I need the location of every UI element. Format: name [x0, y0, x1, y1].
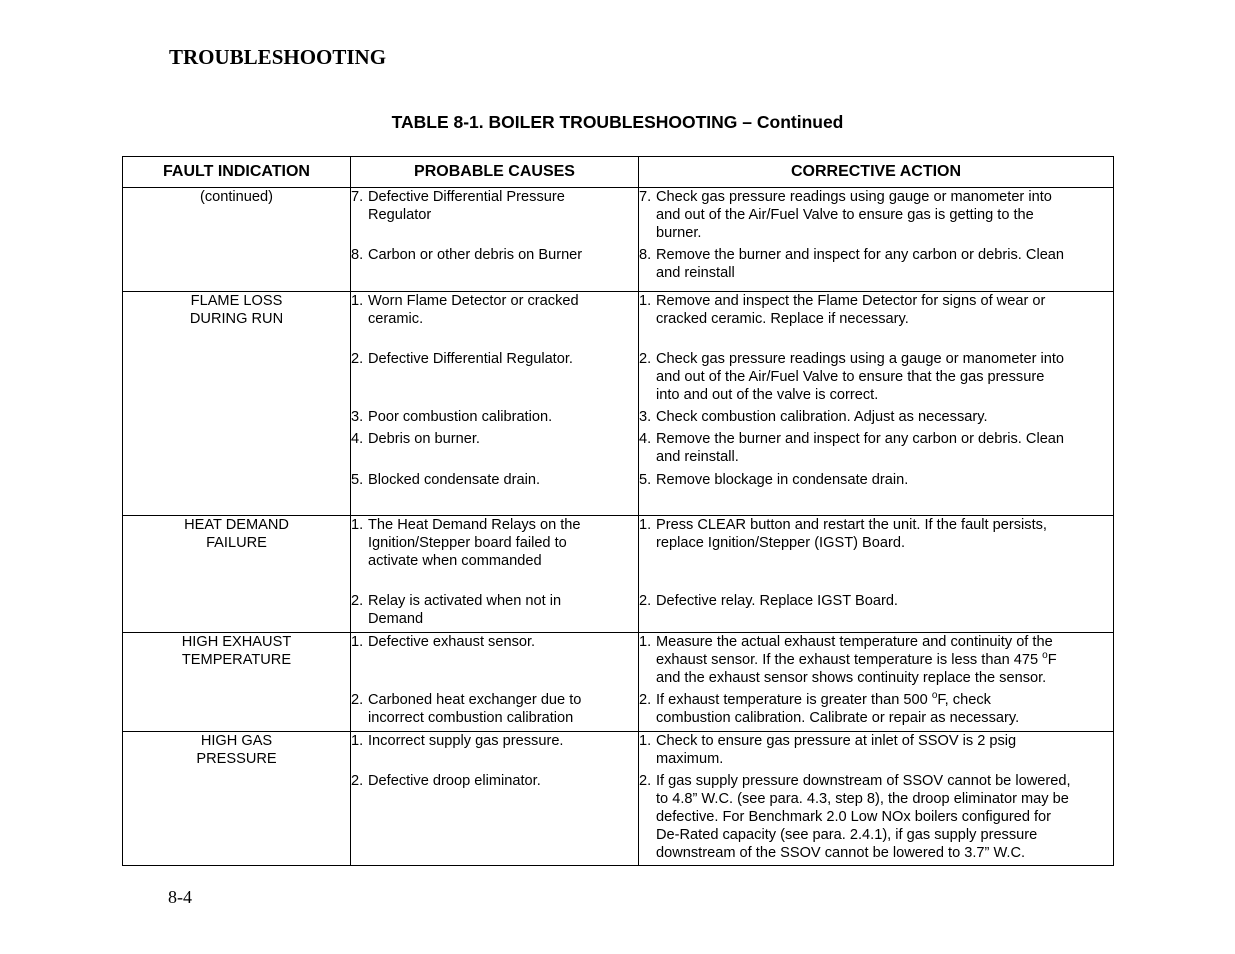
- action-item: [639, 732, 1113, 772]
- action-text: Press CLEAR button and restart the unit. If the fault persists,: [656, 517, 1047, 533]
- action-text: If exhaust temperature is greater than 500 $^o$F, check: [656, 690, 991, 708]
- action-cell: [639, 188, 1114, 292]
- action-text: Remove the burner and inspect for any carbon or debris. Clean: [656, 431, 1065, 447]
- item-number: 1.: [639, 733, 652, 749]
- item-number: 1.: [639, 293, 652, 309]
- column-header-fault: FAULT INDICATION: [123, 157, 351, 188]
- cause-text: Regulator: [368, 207, 432, 223]
- action-item: [639, 408, 1113, 430]
- action-text: cracked ceramic. Replace if necessary.: [656, 311, 909, 327]
- action-item: [639, 592, 1113, 610]
- cause-item: [351, 408, 638, 430]
- action-text: into and out of the valve is correct.: [656, 387, 879, 403]
- cause-item: [351, 633, 638, 691]
- column-header-action: CORRECTIVE ACTION: [639, 157, 1114, 188]
- fault-label: PRESSURE: [196, 751, 277, 767]
- cause-text: Defective exhaust sensor.: [368, 634, 536, 650]
- cause-cell: [351, 732, 639, 866]
- cause-item: [351, 350, 638, 408]
- cause-item: [351, 732, 638, 772]
- cause-text: Demand: [368, 611, 424, 627]
- cause-item: [351, 430, 638, 471]
- cause-text: Ignition/Stepper board failed to: [368, 535, 567, 551]
- action-item: [639, 516, 1113, 592]
- action-text: Remove and inspect the Flame Detector for signs of wear or: [656, 293, 1046, 309]
- cause-item: [351, 188, 638, 228]
- action-item: [639, 633, 1113, 691]
- table-row: [123, 633, 1114, 732]
- action-cell: [639, 292, 1114, 516]
- cause-text: Incorrect supply gas pressure.: [368, 733, 564, 749]
- action-text: replace Ignition/Stepper (IGST) Board.: [656, 535, 906, 551]
- cause-cell: [351, 633, 639, 732]
- cause-text: Poor combustion calibration.: [368, 409, 553, 425]
- cause-item: [351, 691, 638, 727]
- table-row: [123, 516, 1114, 633]
- action-text: Remove the burner and inspect for any carbon or debris. Clean: [656, 247, 1065, 263]
- action-text: and reinstall.: [656, 449, 739, 465]
- item-number: 2.: [351, 692, 364, 708]
- cause-text: Blocked condensate drain.: [368, 472, 540, 488]
- table-caption: TABLE 8-1. BOILER TROUBLESHOOTING – Continued: [391, 112, 844, 132]
- degree-sign: o: [1042, 650, 1048, 661]
- action-text: downstream of the SSOV cannot be lowered to 3.7” W.C.: [656, 845, 1026, 861]
- action-text: Remove blockage in condensate drain.: [656, 472, 909, 488]
- item-number: 2.: [639, 351, 652, 367]
- item-number: 4.: [351, 431, 364, 447]
- item-number: 4.: [639, 431, 652, 447]
- fault-label: TEMPERATURE: [181, 652, 292, 668]
- fault-cell: [123, 516, 351, 633]
- fault-label: HEAT DEMAND: [184, 517, 289, 533]
- cause-text: Worn Flame Detector or cracked: [368, 293, 579, 309]
- fault-label: FAILURE: [206, 535, 267, 551]
- action-text: Defective relay. Replace IGST Board.: [656, 593, 898, 609]
- action-text: and the exhaust sensor shows continuity replace the sensor.: [656, 670, 1047, 686]
- item-number: 5.: [639, 472, 652, 488]
- cause-text: activate when commanded: [368, 553, 542, 569]
- item-number: 7.: [639, 189, 652, 205]
- fault-label: HIGH EXHAUST: [181, 634, 292, 650]
- cause-item: [351, 471, 638, 489]
- item-number: 5.: [351, 472, 364, 488]
- action-text: Measure the actual exhaust temperature and continuity of the: [656, 634, 1053, 650]
- cause-text: ceramic.: [368, 311, 424, 327]
- action-text: defective. For Benchmark 2.0 Low NOx boilers configured for: [656, 809, 1052, 825]
- cause-text: Debris on burner.: [368, 431, 480, 447]
- cause-text: Carboned heat exchanger due to: [368, 692, 582, 708]
- action-text: If gas supply pressure downstream of SSOV cannot be lowered,: [656, 773, 1071, 789]
- fault-label: (continued): [199, 189, 273, 205]
- action-item: [639, 246, 1113, 282]
- column-header-causes: PROBABLE CAUSES: [351, 157, 639, 188]
- action-item: [639, 471, 1113, 489]
- action-text: combustion calibration. Calibrate or repair as necessary.: [656, 710, 1020, 726]
- troubleshooting-table: [122, 156, 1114, 866]
- item-number: 1.: [351, 733, 364, 749]
- cause-item: [351, 592, 638, 628]
- fault-label: FLAME LOSS: [190, 293, 283, 309]
- action-text: De-Rated capacity (see para. 2.4.1), if gas supply pressure: [656, 827, 1038, 843]
- action-text: and out of the Air/Fuel Valve to ensure that the gas pressure: [656, 369, 1045, 385]
- item-number: 3.: [351, 409, 364, 425]
- cause-cell: [351, 292, 639, 516]
- table-row: [123, 732, 1114, 866]
- fault-cell: [123, 292, 351, 516]
- item-number: 8.: [639, 247, 652, 263]
- cause-text: Carbon or other debris on Burner: [368, 247, 583, 263]
- action-text: to 4.8” W.C. (see para. 4.3, step 8), the droop eliminator may be: [656, 791, 1069, 807]
- item-number: 1.: [639, 517, 652, 533]
- action-item: [639, 691, 1113, 727]
- item-number: 1.: [351, 634, 364, 650]
- action-text: maximum.: [656, 751, 724, 767]
- item-number: 2.: [639, 692, 652, 708]
- item-number: 2.: [351, 351, 364, 367]
- cause-item: [351, 246, 638, 264]
- cause-text: incorrect combustion calibration: [368, 710, 574, 726]
- cause-text: Defective droop eliminator.: [368, 773, 541, 789]
- action-item: [639, 772, 1113, 862]
- item-number: 8.: [351, 247, 364, 263]
- item-number: 2.: [639, 593, 652, 609]
- cause-text: Defective Differential Pressure: [368, 189, 565, 205]
- cause-text: The Heat Demand Relays on the: [368, 517, 581, 533]
- page-number: 8-4: [168, 887, 192, 907]
- table-row: [123, 188, 1114, 292]
- action-item: [639, 430, 1113, 471]
- action-cell: [639, 732, 1114, 866]
- action-text: and reinstall: [656, 265, 735, 281]
- item-number: 2.: [639, 773, 652, 789]
- fault-label: DURING RUN: [189, 311, 284, 327]
- action-text: exhaust sensor. If the exhaust temperature is less than 475 $^o$F: [656, 650, 1057, 668]
- item-number: 2.: [351, 773, 364, 789]
- action-cell: [639, 633, 1114, 732]
- item-number: 1.: [351, 293, 364, 309]
- action-text: Check to ensure gas pressure at inlet of SSOV is 2 psig: [656, 733, 1017, 749]
- fault-label: HIGH GAS: [200, 733, 273, 749]
- section-title: TROUBLESHOOTING: [169, 45, 387, 69]
- action-text: Check gas pressure readings using gauge or manometer into: [656, 189, 1052, 205]
- degree-sign: o: [931, 690, 938, 701]
- item-number: 1.: [351, 517, 364, 533]
- cause-item: [351, 292, 638, 350]
- action-text: Check combustion calibration. Adjust as necessary.: [656, 409, 988, 425]
- table-header-row: [123, 157, 1114, 188]
- cause-item: [351, 772, 638, 790]
- cause-cell: [351, 516, 639, 633]
- action-text: burner.: [656, 225, 702, 241]
- cause-text: Defective Differential Regulator.: [368, 351, 573, 367]
- item-number: 2.: [351, 593, 364, 609]
- item-number: 7.: [351, 189, 364, 205]
- item-number: 1.: [639, 634, 652, 650]
- cause-item: [351, 516, 638, 592]
- action-text: Check gas pressure readings using a gauge or manometer into: [656, 351, 1065, 367]
- action-text: and out of the Air/Fuel Valve to ensure gas is getting to the: [656, 207, 1034, 223]
- fault-cell: [123, 732, 351, 866]
- table-row: [123, 292, 1114, 516]
- action-item: [639, 188, 1113, 246]
- fault-cell: [123, 633, 351, 732]
- cause-cell: [351, 188, 639, 292]
- action-item: [639, 292, 1113, 350]
- action-item: [639, 350, 1113, 408]
- fault-cell: [123, 188, 351, 292]
- item-number: 3.: [639, 409, 652, 425]
- cause-text: Relay is activated when not in: [368, 593, 562, 609]
- action-cell: [639, 516, 1114, 633]
